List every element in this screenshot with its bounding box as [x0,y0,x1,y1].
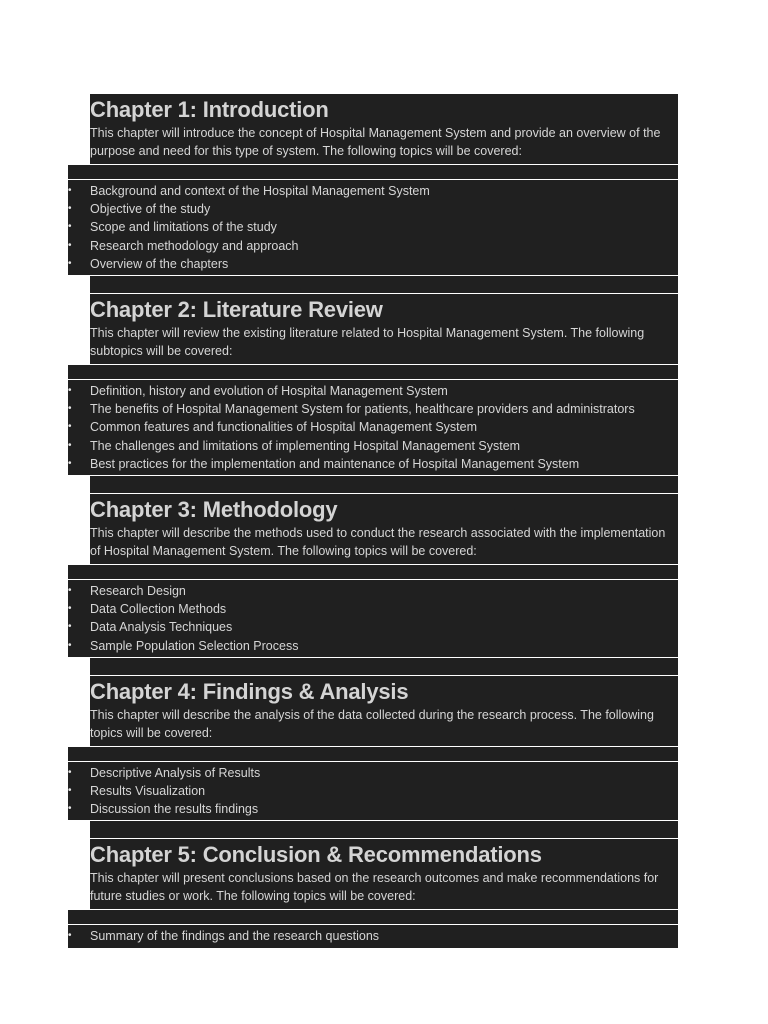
list-item-text: Research methodology and approach [90,238,299,253]
bullet-icon: • [68,457,72,469]
list-item [68,455,678,473]
list-item [68,764,678,782]
chapter-section [0,294,768,494]
document-body [0,94,768,948]
chapter-title: Chapter 3: Methodology [90,497,338,523]
list-item [68,182,678,200]
list-item-text: Research Design [90,584,186,599]
list-item-text: The challenges and limitations of implementing Hospital Management System [90,438,521,453]
bullet-icon: • [68,766,72,778]
list-item-text: Overview of the chapters [90,256,229,271]
list-item-text: Best practices for the implementation and maintenance of Hospital Management System [90,456,580,471]
chapter-intro-text: This chapter will introduce the concept of Hospital Management System and provide an overview of the purpose and need for this type of system. The following topics will be covered: [90,126,661,158]
topic-list [68,180,678,275]
chapter-intro-text: This chapter will present conclusions based on the research outcomes and make recommendations for future studies or work. The following topics will be covered: [90,871,659,904]
list-item-text: Data Analysis Techniques [90,620,233,635]
list-item-text: Sample Population Selection Process [90,638,299,653]
list-item [68,437,678,455]
list-item-text: Data Collection Methods [90,602,227,617]
chapter-header-block [90,494,678,564]
section-gap-bar [90,657,678,676]
list-item-text: Common features and functionalities of Hospital Management System [90,420,477,435]
bullet-icon: • [68,239,72,251]
chapter-intro-text: This chapter will describe the analysis of the data collected during the research process. The following topics will be covered: [90,707,654,740]
chapter-intro-text: This chapter will describe the methods used to conduct the research associated with the implementation of Hospital Management System. The following topics will be covered: [90,526,666,559]
bullet-icon: • [68,403,72,415]
topic-list [68,380,678,475]
bullet-icon: • [68,803,72,815]
chapter-header-block [90,839,678,909]
list-item-text: Descriptive Analysis of Results [90,765,261,780]
section-gap-bar [90,275,678,294]
chapter-intro-text: This chapter will review the existing literature related to Hospital Management System. The following subtopics will be covered: [90,326,645,359]
list-item-text: Results Visualization [90,784,206,799]
list-item [68,600,678,618]
list-item [68,927,678,945]
bullet-icon: • [68,585,72,597]
list-item [68,418,678,436]
list-item [68,782,678,800]
list-item [68,618,678,636]
list-item [68,637,678,655]
chapter-header-block [90,294,678,364]
chapter-title: Chapter 1: Introduction [90,97,329,122]
divider-bar [68,909,678,925]
chapter-header-block [90,94,678,164]
chapter-section [0,839,768,947]
list-item [68,800,678,818]
topic-list [68,580,678,657]
chapter-section [0,494,768,676]
section-gap-bar [90,475,678,494]
list-item-text: Scope and limitations of the study [90,220,277,235]
bullet-icon: • [68,785,72,797]
bullet-icon: • [68,421,72,433]
list-item-text: Background and context of the Hospital Management System [90,184,430,198]
divider-bar [68,564,678,580]
bullet-icon: • [68,639,72,651]
list-item-text: The benefits of Hospital Management System for patients, healthcare providers and administrators [90,402,635,417]
list-item-text: Definition, history and evolution of Hospital Management System [90,384,448,399]
list-item [68,255,678,273]
topic-list [68,762,678,821]
list-item-text: Discussion the results findings [90,802,259,817]
bullet-icon: • [68,930,72,942]
list-item-text: Objective of the study [90,202,211,217]
chapter-header-block [90,676,678,746]
list-item [68,218,678,236]
bullet-icon: • [68,603,72,615]
bullet-icon: • [68,385,72,397]
chapter-section [0,94,768,294]
bullet-icon: • [68,257,72,269]
list-item [68,400,678,418]
divider-bar [68,364,678,380]
divider-bar [68,164,678,180]
list-item [68,237,678,255]
list-item [68,582,678,600]
chapter-title: Chapter 5: Conclusion & Recommendations [90,842,542,868]
chapter-title: Chapter 4: Findings & Analysis [90,678,409,704]
chapter-title: Chapter 2: Literature Review [90,297,383,323]
divider-bar [68,746,678,762]
bullet-icon: • [68,203,72,215]
bullet-icon: • [68,439,72,451]
bullet-icon: • [68,185,72,196]
bullet-icon: • [68,621,72,633]
chapter-section [0,676,768,840]
bullet-icon: • [68,221,72,233]
list-item [68,200,678,218]
section-gap-bar [90,820,678,839]
list-item-text: Summary of the findings and the research questions [90,929,380,944]
list-item [68,382,678,400]
topic-list [68,925,678,947]
